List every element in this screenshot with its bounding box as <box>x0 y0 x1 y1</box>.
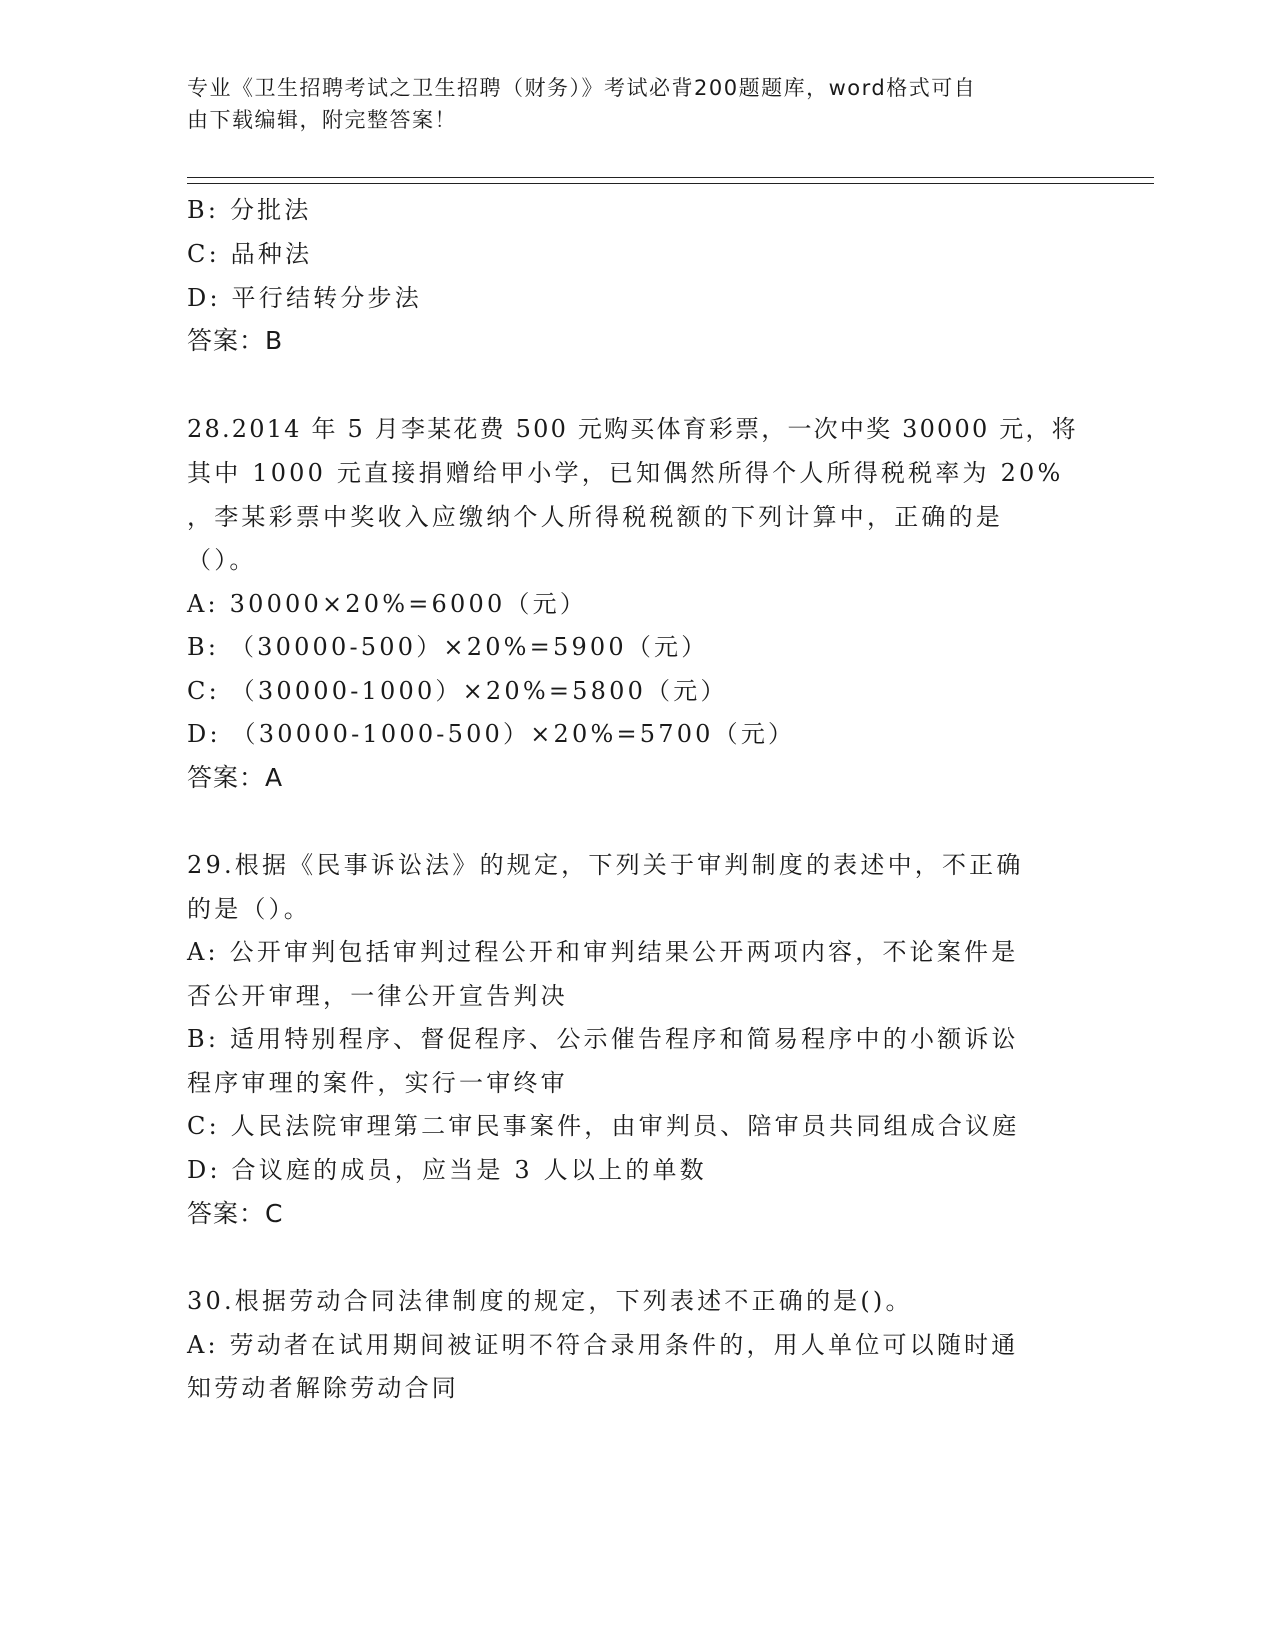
q28-option-d: D: （30000-1000-500）×20%=5700（元） <box>187 720 796 748</box>
q30-stem-line-1: 30.根据劳动合同法律制度的规定，下列表述不正确的是()。 <box>187 1287 913 1315</box>
q28-option-a: A: 30000×20%=6000（元） <box>187 590 588 618</box>
q28-stem-line-2: 其中 1000 元直接捐赠给甲小学，已知偶然所得个人所得税税率为 20% <box>187 459 1064 487</box>
header-divider-bottom <box>187 183 1154 184</box>
q29-answer: 答案：C <box>187 1199 284 1228</box>
q29-option-a-line-1: A: 公开审判包括审判过程公开和审判结果公开两项内容，不论案件是 <box>187 938 1019 966</box>
header-line-2: 由下载编辑，附完整答案！ <box>187 108 457 132</box>
q30-option-a-line-1: A: 劳动者在试用期间被证明不符合录用条件的，用人单位可以随时通 <box>187 1331 1019 1359</box>
q29-stem-line-1: 29.根据《民事诉讼法》的规定，下列关于审判制度的表述中，不正确 <box>187 851 1024 879</box>
q27-option-d: D: 平行结转分步法 <box>187 284 422 312</box>
q28-stem-line-4: （）。 <box>187 546 257 574</box>
q29-stem-line-2: 的是（）。 <box>187 895 311 923</box>
q28-stem-line-1: 28.2014 年 5 月李某花费 500 元购买体育彩票，一次中奖 30000 元，将 <box>187 415 1078 443</box>
header-line-1: 专业《卫生招聘考试之卫生招聘（财务）》考试必背200题题库，word格式可自 <box>187 76 977 100</box>
q27-option-c: C: 品种法 <box>187 240 313 268</box>
q29-option-c: C: 人民法院审理第二审民事案件，由审判员、陪审员共同组成合议庭 <box>187 1112 1020 1140</box>
document-header <box>187 72 1067 136</box>
q28-answer: 答案：A <box>187 763 284 792</box>
q29-option-b-line-1: B: 适用特别程序、督促程序、公示催告程序和简易程序中的小额诉讼 <box>187 1025 1019 1053</box>
q29-option-b-line-2: 程序审理的案件，实行一审终审 <box>187 1069 568 1097</box>
q28-option-c: C: （30000-1000）×20%=5800（元） <box>187 677 728 705</box>
q28-stem-line-3: ，李某彩票中奖收入应缴纳个人所得税税额的下列计算中，正确的是 <box>187 503 1003 531</box>
header-divider-top <box>187 177 1154 178</box>
q28-option-b: B: （30000-500）×20%=5900（元） <box>187 633 709 661</box>
q29-option-a-line-2: 否公开审理，一律公开宣告判决 <box>187 982 568 1010</box>
q27-option-b: B: 分批法 <box>187 196 312 224</box>
q27-answer: 答案：B <box>187 326 284 355</box>
q30-option-a-line-2: 知劳动者解除劳动合同 <box>187 1374 459 1402</box>
q29-option-d: D: 合议庭的成员，应当是 3 人以上的单数 <box>187 1156 707 1184</box>
